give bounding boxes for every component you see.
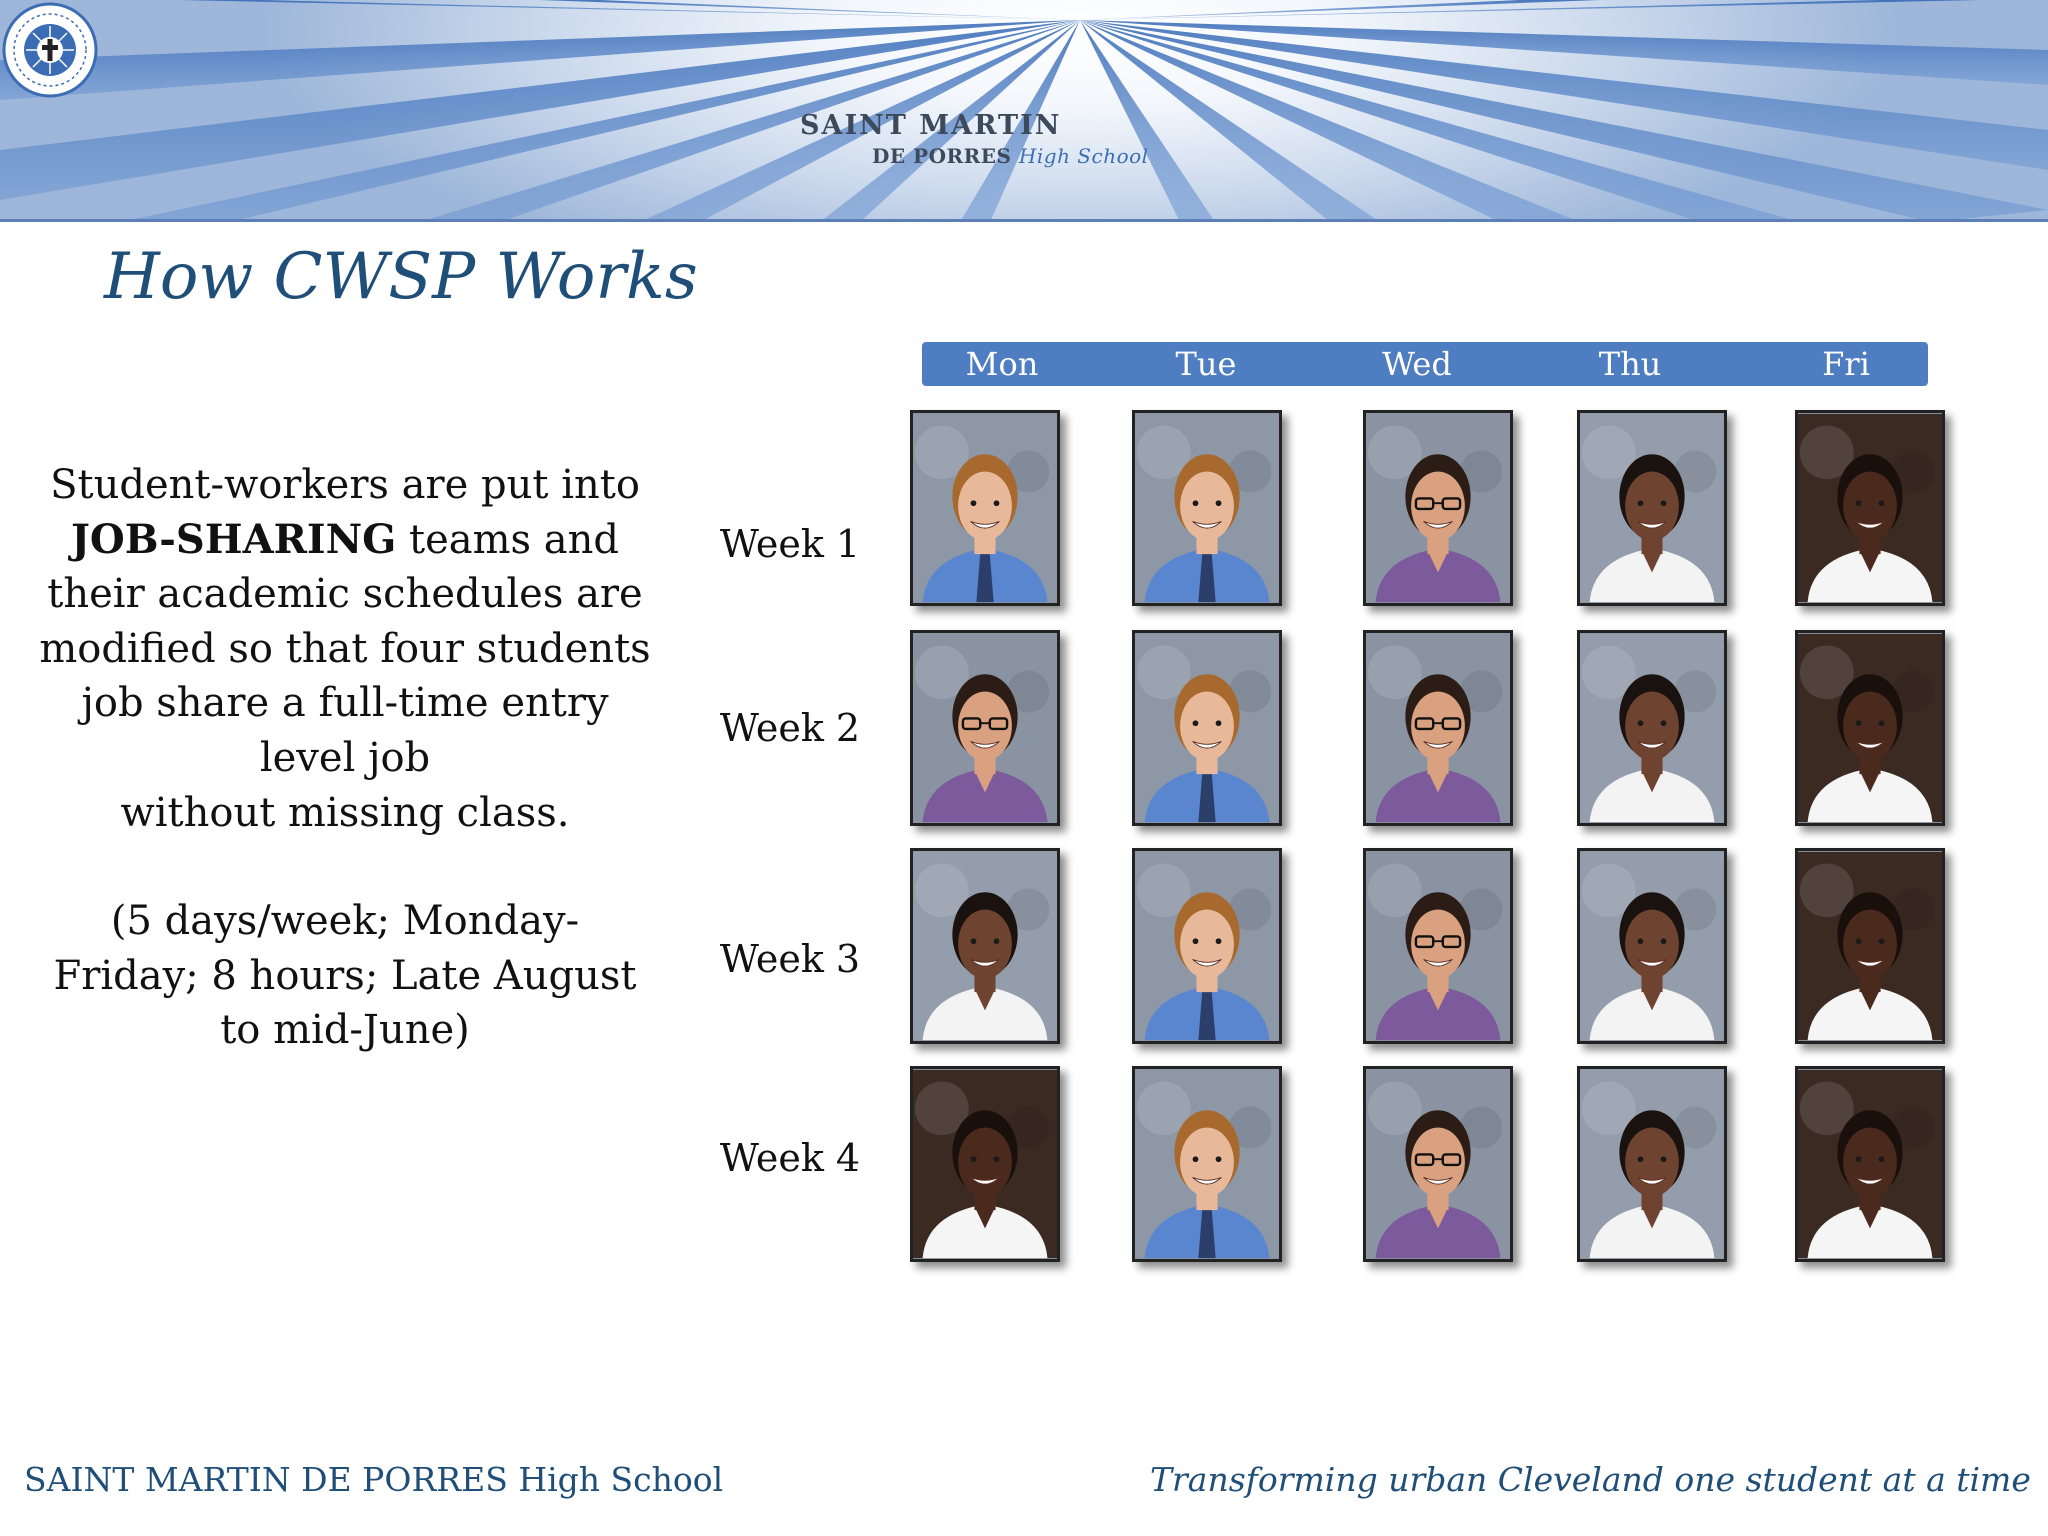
- school-name-line2: [872, 144, 1172, 168]
- school-name-line1: SAINT MARTIN: [800, 110, 1062, 141]
- student-d-portrait-image: [1798, 851, 1942, 1041]
- student-c-portrait-image: [1580, 851, 1724, 1041]
- schedule-photo-week2-thu: [1577, 630, 1727, 826]
- job-sharing-term: JOB-SHARING: [70, 515, 397, 563]
- schedule-photo-week3-tue: [1132, 848, 1282, 1044]
- student-c-portrait-image: [1580, 1069, 1724, 1259]
- student-b-portrait-image: [1366, 851, 1510, 1041]
- student-d-portrait-image: [1798, 1069, 1942, 1259]
- footer-school-name: SAINT MARTIN DE PORRES High School: [24, 1460, 724, 1499]
- schedule-photo-week2-fri: [1795, 630, 1945, 826]
- schedule-photo-week1-mon: [910, 410, 1060, 606]
- body-line-3: their academic schedules are: [47, 571, 643, 618]
- week-label-3: Week 3: [719, 937, 861, 981]
- day-label-wed: Wed: [1382, 345, 1452, 383]
- note-line-3: to mid-June): [220, 1007, 470, 1054]
- body-line-7: without missing class.: [120, 789, 570, 836]
- paragraph-gap: [30, 840, 660, 894]
- day-label-fri: Fri: [1822, 345, 1870, 383]
- body-line-2: [30, 513, 660, 568]
- schedule-photo-week4-fri: [1795, 1066, 1945, 1262]
- student-a-portrait-image: [1135, 851, 1279, 1041]
- schedule-photo-week3-wed: [1363, 848, 1513, 1044]
- school-seal-icon: [0, 0, 100, 100]
- week-label-2: Week 2: [719, 706, 861, 750]
- student-b-portrait-image: [913, 633, 1057, 823]
- schedule-photo-week2-tue: [1132, 630, 1282, 826]
- day-label-mon: Mon: [965, 345, 1039, 383]
- schedule-photo-week3-mon: [910, 848, 1060, 1044]
- student-b-portrait-image: [1366, 413, 1510, 603]
- slide-title: How CWSP Works: [104, 240, 698, 314]
- student-c-portrait-image: [1580, 633, 1724, 823]
- body-line-5: job share a full-time entry: [81, 680, 609, 727]
- student-b-portrait-image: [1366, 1069, 1510, 1259]
- schedule-photo-week2-wed: [1363, 630, 1513, 826]
- schedule-photo-week2-mon: [910, 630, 1060, 826]
- schedule-photo-week4-thu: [1577, 1066, 1727, 1262]
- footer-tagline: Transforming urban Cleveland one student at a time: [1150, 1460, 2031, 1499]
- student-a-portrait-image: [1135, 413, 1279, 603]
- body-text: [30, 458, 660, 1058]
- schedule-photo-week3-thu: [1577, 848, 1727, 1044]
- header-banner: [0, 0, 2048, 222]
- school-name-line2-suffix: High School: [1018, 144, 1149, 168]
- student-c-portrait-image: [1580, 413, 1724, 603]
- schedule-photo-week4-tue: [1132, 1066, 1282, 1262]
- schedule-photo-week1-thu: [1577, 410, 1727, 606]
- week-label-4: Week 4: [719, 1136, 861, 1180]
- schedule-photo-week1-fri: [1795, 410, 1945, 606]
- schedule-photo-week4-wed: [1363, 1066, 1513, 1262]
- body-line-4: modified so that four students: [39, 625, 651, 672]
- student-a-portrait-image: [1135, 633, 1279, 823]
- student-a-portrait-image: [1135, 1069, 1279, 1259]
- note-line-1: (5 days/week; Monday-: [110, 898, 580, 945]
- day-header-bar: [922, 342, 1928, 386]
- schedule-photo-week4-mon: [910, 1066, 1060, 1262]
- student-a-portrait-image: [913, 413, 1057, 603]
- body-line-6: level job: [259, 734, 431, 781]
- day-label-tue: Tue: [1175, 345, 1237, 383]
- schedule-photo-week1-tue: [1132, 410, 1282, 606]
- school-name-line2-main: DE PORRES: [872, 144, 1012, 168]
- day-label-thu: Thu: [1598, 345, 1662, 383]
- body-line-1: Student-workers are put into: [50, 462, 640, 508]
- student-d-portrait-image: [913, 1069, 1057, 1259]
- note-line-2: Friday; 8 hours; Late August: [53, 952, 637, 999]
- student-b-portrait-image: [1366, 633, 1510, 823]
- week-label-1: Week 1: [719, 522, 861, 566]
- schedule-photo-week1-wed: [1363, 410, 1513, 606]
- schedule-photo-week3-fri: [1795, 848, 1945, 1044]
- body-line-2-rest: teams and: [396, 516, 619, 563]
- student-d-portrait-image: [1798, 413, 1942, 603]
- student-d-portrait-image: [1798, 633, 1942, 823]
- student-c-portrait-image: [913, 851, 1057, 1041]
